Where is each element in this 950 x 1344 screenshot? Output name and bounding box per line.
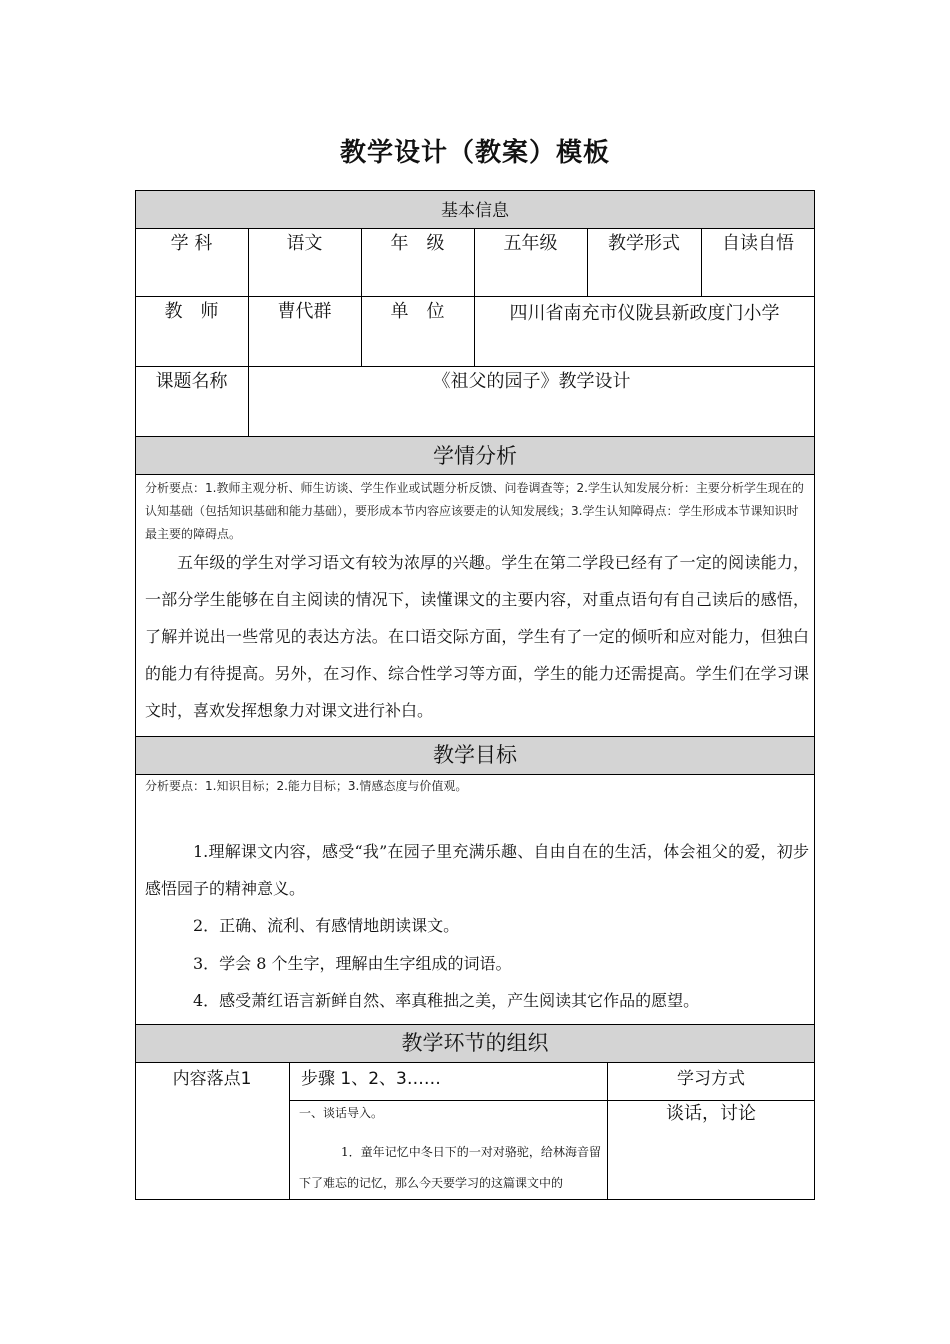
unit-label: 单 位: [390, 301, 445, 322]
teacher-label: 教 师: [164, 301, 219, 322]
unit-value: 四川省南充市仪陇县新政度门小学: [509, 303, 780, 324]
grade-value: 五年级: [503, 233, 558, 254]
topic-label: 课题名称: [155, 371, 228, 392]
topic-value: 《祖父的园子》教学设计: [432, 371, 631, 392]
goal-item-3: 3．学会 8 个生字，理解由生字组成的词语。: [193, 954, 512, 973]
content-point-label: 内容落点1: [172, 1069, 252, 1089]
goal-item-1: 1.理解课文内容，感受“我”在园子里充满乐趣、自由自在的生活，体会祖父的爱，初步感悟园子的精神意义。: [145, 842, 809, 898]
analysis-hint: 分析要点：1.教师主观分析、师生访谈、学生作业或试题分析反馈、问卷调查等；2.学生认知发展分析：主要分析学生现在的认知基础（包括知识基础和能力基础），要形成本节内容应该要走的认知发展线；3.学生认知障碍点：学生形成本节课知识时最主要的障碍点。: [145, 481, 804, 541]
goal-item-2: 2．正确、流利、有感情地朗读课文。: [193, 916, 460, 935]
goals-header: 教学目标: [433, 743, 517, 767]
org-header: 教学环节的组织: [401, 1031, 549, 1055]
teacher-value: 曹代群: [277, 301, 332, 322]
steps-label: 步骤 1、2、3……: [301, 1069, 441, 1089]
goals-hint: 分析要点：1.知识目标；2.能力目标；3.情感态度与价值观。: [145, 779, 468, 793]
analysis-body: 五年级的学生对学习语文有较为浓厚的兴趣。学生在第二学段已经有了一定的阅读能力，一部分学生能够在自主阅读的情况下，读懂课文的主要内容，对重点语句有自己读后的感悟，了解并说出一些常见的表达方法。在口语交际方面，学生有了一定的倾听和应对能力，但独白的能力有待提高。另外，在习作、综合性学习等方面，学生的能力还需提高。学生们在学习课文时，喜欢发挥想象力对课文进行补白。: [145, 553, 809, 720]
step-intro: 一、谈话导入。: [299, 1106, 384, 1120]
form-value: 自读自悟: [722, 233, 794, 254]
grade-label: 年 级: [390, 233, 445, 254]
subject-value: 语文: [286, 233, 323, 254]
lesson-plan-table: [135, 190, 815, 1200]
basic-info-header: 基本信息: [441, 201, 509, 221]
subject-label: 学 科: [170, 233, 213, 254]
form-label: 教学形式: [608, 233, 680, 254]
page-title: 教学设计（教案）模板: [339, 138, 610, 168]
step-1: 1．童年记忆中冬日下的一对对骆驼，给林海音留下了难忘的记忆，那么今天要学习的这篇课文中的: [299, 1145, 601, 1190]
analysis-header: 学情分析: [433, 444, 517, 468]
goal-item-4: 4．感受萧红语言新鲜自然、率真稚拙之美，产生阅读其它作品的愿望。: [193, 991, 700, 1010]
learning-method-value: 谈话，讨论: [666, 1103, 756, 1124]
learning-method-label: 学习方式: [677, 1069, 745, 1089]
